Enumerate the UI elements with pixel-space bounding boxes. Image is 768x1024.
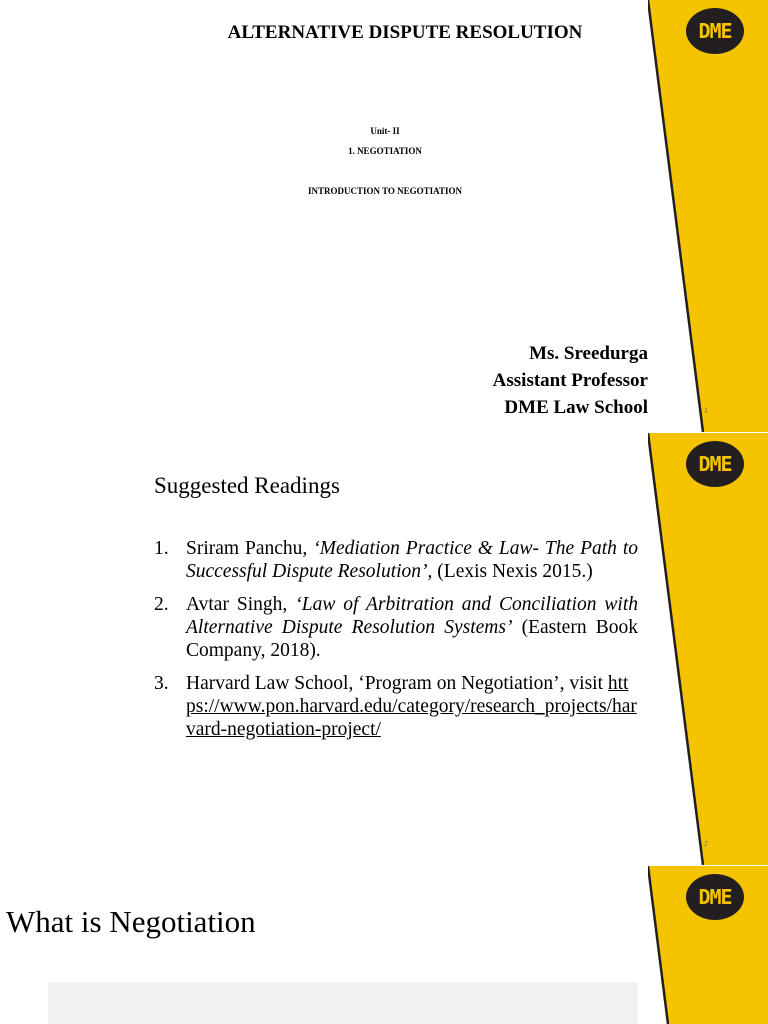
author-role: Assistant Professor: [492, 370, 648, 391]
author-org: DME Law School: [504, 397, 648, 418]
dme-logo: DME: [686, 874, 744, 920]
list-number: 2.: [154, 594, 169, 615]
slide-1: [0, 0, 768, 432]
author-block: [493, 340, 648, 421]
list-number: 1.: [154, 538, 169, 559]
list-number: 3.: [154, 673, 169, 694]
yellow-accent-band: [648, 0, 768, 432]
slide-subtitle: INTRODUCTION TO NEGOTIATION: [307, 186, 463, 196]
author-name: Ms. Sreedurga: [529, 343, 648, 364]
readings-list: [154, 537, 638, 751]
reading-link[interactable]: https://www.pon.harvard.edu/category/research_projects/harvard-negotiation-project/: [186, 673, 637, 740]
reading-author: Avtar Singh,: [186, 594, 296, 615]
content-box: [48, 982, 638, 1024]
reading-publisher: (Eastern Book Company, 2018).: [186, 617, 638, 661]
reading-title: ‘Law of Arbitration and Conciliation with Alternative Dispute Resolution Systems’: [186, 594, 639, 638]
slide-number: 1: [704, 408, 708, 415]
slide-title: ALTERNATIVE DISPUTE RESOLUTION: [227, 22, 583, 43]
dme-logo: DME: [686, 441, 744, 487]
section-label: 1. NEGOTIATION: [348, 146, 422, 156]
unit-label: Unit- II: [370, 126, 400, 136]
list-item: [154, 537, 638, 583]
dme-logo: DME: [686, 8, 744, 54]
list-item: [154, 672, 638, 741]
reading-publisher: (Lexis Nexis 2015.): [432, 561, 593, 582]
reading-author: Sriram Panchu,: [186, 538, 314, 559]
reading-title: ‘Mediation Practice & Law- The Path to Successful Dispute Resolution’,: [186, 538, 638, 582]
slide-number: 2: [704, 841, 708, 848]
slide-3: [0, 866, 768, 1024]
slide-2: [0, 433, 768, 865]
list-item: [154, 593, 638, 662]
slide-title: What is Negotiation: [6, 904, 256, 939]
yellow-accent-band: [648, 433, 768, 865]
readings-heading: Suggested Readings: [154, 473, 340, 498]
reading-text: Harvard Law School, ‘Program on Negotiation’, visit: [186, 673, 608, 694]
